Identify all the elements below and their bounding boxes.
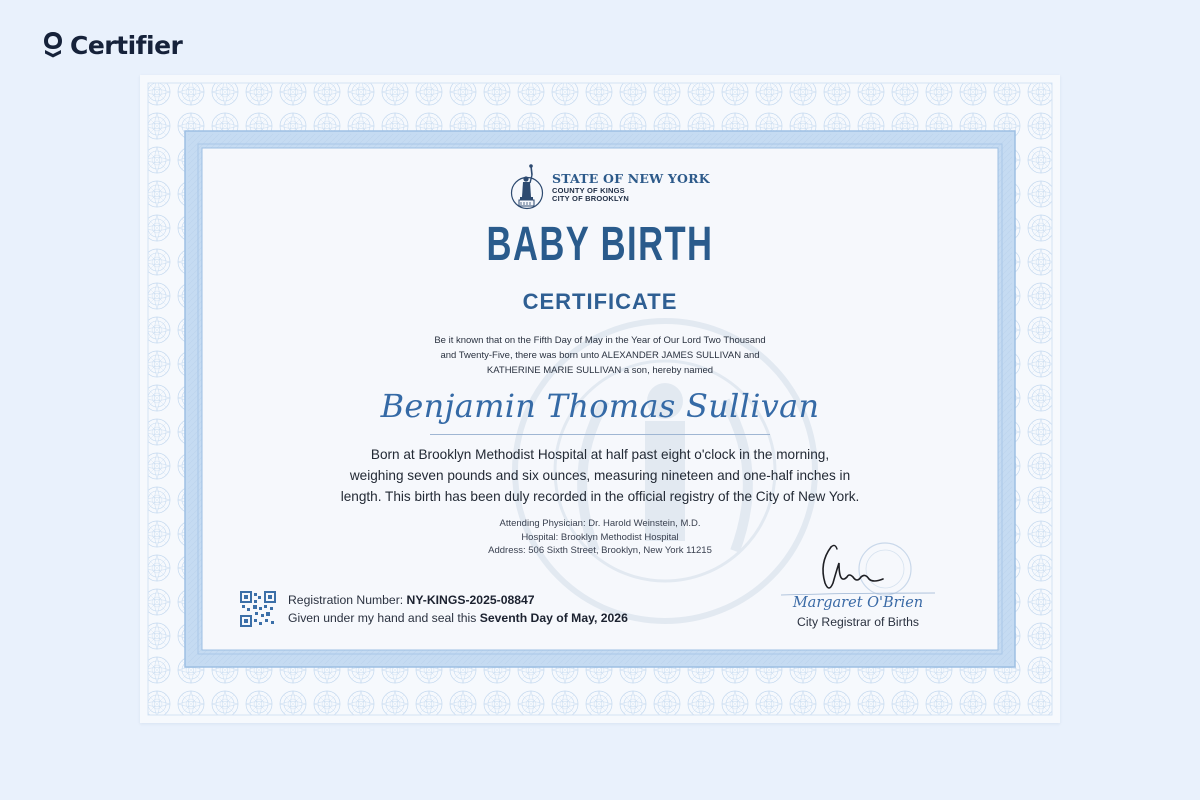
- intro-line: and Twenty-Five, there was born unto ALEXANDER JAMES SULLIVAN and: [440, 350, 760, 361]
- body-line: length. This birth has been duly recorded in the official registry of the City of New York.: [340, 489, 860, 504]
- registration-number-label: Registration Number:: [288, 593, 407, 607]
- statue-of-liberty-icon: [510, 163, 544, 213]
- signatory-name: Margaret O'Brien: [792, 595, 924, 611]
- hospital-line: Hospital: Brooklyn Methodist Hospital: [521, 531, 679, 543]
- signature-block: [773, 533, 943, 629]
- registration-number: [288, 591, 628, 609]
- intro-line: KATHERINE MARIE SULLIVAN a son, hereby named: [486, 365, 714, 376]
- given-date: [288, 609, 628, 627]
- intro-line: Be it known that on the Fifth Day of May in the Year of Our Lord Two Thousand: [434, 335, 766, 346]
- hospital-details: [390, 517, 810, 558]
- state-header: [510, 163, 710, 213]
- name-underline: [430, 434, 770, 435]
- certifier-logo[interactable]: [42, 30, 182, 60]
- certificate: [140, 75, 1060, 723]
- birth-details-text: [310, 444, 890, 507]
- certificate-subtitle: CERTIFICATE: [522, 289, 678, 314]
- physician-line: Attending Physician: Dr. Harold Weinstein, M.D.: [499, 518, 701, 529]
- city-name: CITY OF BROOKLYN: [552, 194, 629, 204]
- signatory-title: City Registrar of Births: [797, 615, 919, 629]
- body-line: Born at Brooklyn Methodist Hospital at half past eight o'clock in the morning,: [370, 447, 830, 462]
- county-name: COUNTY OF KINGS: [552, 185, 625, 195]
- given-date-value: Seventh Day of May, 2026: [479, 611, 628, 625]
- child-name: Benjamin Thomas Sullivan: [380, 387, 820, 425]
- signature-mark: [773, 533, 943, 603]
- brand-name: Certifier: [70, 30, 183, 60]
- registration-block: [240, 591, 628, 627]
- qr-code-icon[interactable]: [240, 591, 276, 627]
- state-name: STATE OF NEW YORK: [552, 171, 710, 187]
- registration-number-value: NY-KINGS-2025-08847: [406, 593, 535, 607]
- certificate-title: BABY BIRTH: [486, 218, 714, 271]
- body-line: weighing seven pounds and six ounces, measuring nineteen and one-half inches in: [349, 468, 851, 483]
- certificate-body: [205, 151, 995, 643]
- certifier-logo-icon: [42, 30, 64, 60]
- intro-text: [390, 333, 810, 378]
- address-line: Address: 506 Sixth Street, Brooklyn, New York 11215: [488, 545, 712, 556]
- given-date-label: Given under my hand and seal this: [288, 611, 480, 625]
